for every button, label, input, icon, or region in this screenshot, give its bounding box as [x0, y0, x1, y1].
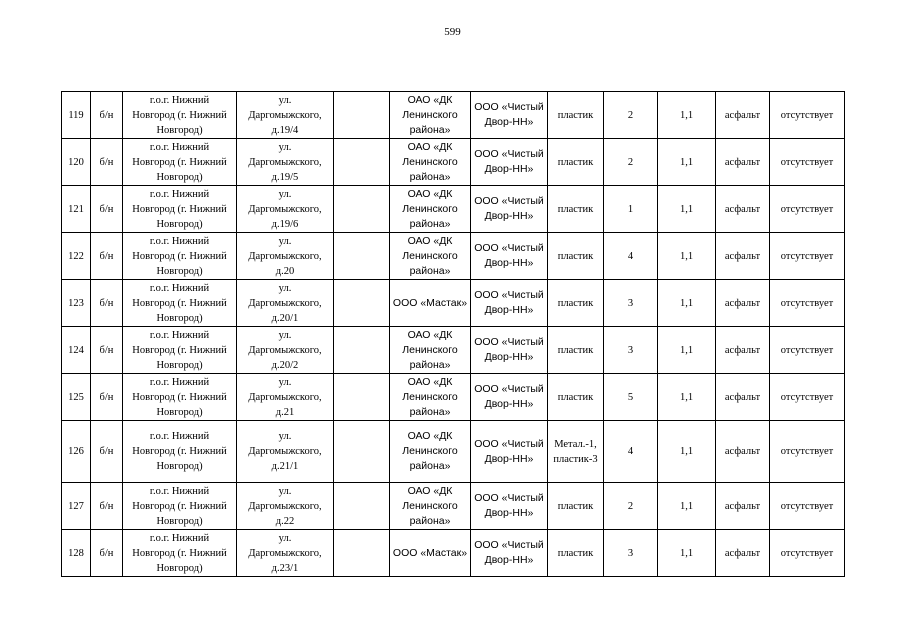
table-row [62, 92, 845, 139]
cell-street-address-line: д.20/2 [271, 359, 299, 371]
cell-operator-line: ООО «Чистый [474, 437, 544, 450]
cell-fence: отсутствует [770, 233, 845, 280]
cell-settlement-line: Новгород (г. Нижний [132, 109, 227, 121]
cell-operator-line: ООО «Чистый [474, 148, 544, 160]
cell-balance-holder [390, 421, 471, 483]
cell-mark: б/н [91, 374, 123, 421]
cell-fence: отсутствует [770, 421, 845, 483]
cell-street-address-line: Даргомыжского, [248, 344, 322, 356]
cell-settlement-line: г.о.г. Нижний [149, 431, 210, 442]
cell-row-number: 123 [62, 280, 91, 327]
cell-operator [471, 374, 548, 421]
cell-balance-holder-line: района» [409, 514, 451, 527]
cell-settlement [123, 421, 237, 483]
cell-fence: отсутствует [770, 186, 845, 233]
cell-row-number: 124 [62, 327, 91, 374]
table-row [62, 186, 845, 233]
cell-balance-holder-line: района» [409, 405, 451, 418]
cell-balance-holder [390, 233, 471, 280]
table-row [62, 139, 845, 186]
cell-operator-line: ООО «Чистый [474, 539, 544, 551]
cell-fence: отсутствует [770, 92, 845, 139]
cell-container-volume: 1,1 [658, 327, 716, 374]
cell-balance-holder-line: ООО «Мастак» [392, 296, 468, 309]
cell-settlement [123, 374, 237, 421]
cell-operator-line: Двор-НН» [484, 163, 534, 175]
cell-balance-holder-line: ООО «Мастак» [392, 546, 468, 559]
cell-container-material [548, 374, 604, 421]
table-row [62, 233, 845, 280]
cell-street-address-line: ул. [278, 532, 292, 544]
cell-container-count: 4 [604, 421, 658, 483]
cell-operator-line: ООО «Чистый [474, 242, 544, 254]
cell-mark: б/н [91, 280, 123, 327]
cell-street-address-line: ул. [278, 188, 292, 200]
cell-balance-holder-line: Ленинского [402, 499, 458, 512]
cell-settlement [123, 233, 237, 280]
cell-balance-holder-line: ОАО «ДК [407, 430, 453, 442]
cell-balance-holder-line: района» [409, 264, 451, 277]
cell-street-address-line: ул. [278, 94, 292, 106]
cell-container-volume: 1,1 [658, 483, 716, 530]
cell-settlement-line: Новгород) [156, 265, 203, 277]
container-sites-table [61, 91, 845, 577]
cell-street-address-line: д.20 [275, 265, 295, 277]
cell-street-address-line: Даргомыжского, [248, 500, 322, 512]
cell-settlement-line: Новгород) [156, 562, 203, 574]
cell-settlement-line: Новгород) [156, 171, 203, 183]
cell-settlement [123, 483, 237, 530]
cell-operator-line: Двор-НН» [484, 507, 534, 519]
cell-street-address [237, 483, 334, 530]
cell-street-address-line: ул. [278, 282, 292, 294]
cell-balance-holder-line: Ленинского [402, 445, 458, 457]
cell-street-address-line: ул. [278, 329, 292, 341]
cell-settlement [123, 139, 237, 186]
cell-empty [334, 92, 390, 139]
cell-empty [334, 327, 390, 374]
cell-street-address-line: д.19/5 [271, 171, 299, 183]
cell-operator-line: Двор-НН» [484, 452, 534, 465]
cell-settlement-line: Новгород (г. Нижний [132, 344, 227, 356]
cell-operator [471, 530, 548, 577]
cell-street-address [237, 421, 334, 483]
cell-container-material-line: Метал.-1, [554, 438, 597, 450]
cell-surface-type: асфальт [716, 483, 770, 530]
cell-street-address-line: Даргомыжского, [248, 547, 322, 559]
cell-street-address-line: Даргомыжского, [248, 297, 322, 309]
cell-balance-holder-line: ОАО «ДК [407, 484, 453, 497]
cell-settlement-line: г.о.г. Нижний [149, 235, 210, 247]
cell-surface-type: асфальт [716, 92, 770, 139]
cell-operator [471, 280, 548, 327]
cell-container-material [548, 530, 604, 577]
cell-operator [471, 92, 548, 139]
cell-operator-line: ООО «Чистый [474, 289, 544, 301]
cell-settlement-line: Новгород (г. Нижний [132, 250, 227, 262]
cell-fence: отсутствует [770, 327, 845, 374]
cell-street-address-line: д.21 [275, 406, 295, 418]
cell-operator-line: ООО «Чистый [474, 101, 544, 113]
cell-settlement-line: Новгород) [156, 461, 203, 472]
cell-settlement-line: Новгород) [156, 406, 203, 418]
cell-operator-line: ООО «Чистый [474, 383, 544, 395]
cell-empty [334, 483, 390, 530]
cell-container-material [548, 280, 604, 327]
cell-row-number: 120 [62, 139, 91, 186]
cell-surface-type: асфальт [716, 280, 770, 327]
cell-container-material-line: пластик [557, 109, 594, 121]
cell-surface-type: асфальт [716, 327, 770, 374]
cell-balance-holder-line: Ленинского [402, 155, 458, 168]
cell-container-count: 4 [604, 233, 658, 280]
cell-balance-holder-line: ОАО «ДК [407, 234, 453, 247]
table-row [62, 327, 845, 374]
cell-balance-holder-line: ОАО «ДК [407, 328, 453, 341]
cell-balance-holder [390, 374, 471, 421]
cell-settlement-line: г.о.г. Нижний [149, 94, 210, 106]
cell-surface-type: асфальт [716, 139, 770, 186]
cell-surface-type: асфальт [716, 530, 770, 577]
cell-settlement-line: Новгород (г. Нижний [132, 297, 227, 309]
cell-settlement-line: г.о.г. Нижний [149, 532, 210, 544]
cell-operator-line: Двор-НН» [484, 351, 534, 363]
cell-street-address-line: д.20/1 [271, 312, 299, 324]
cell-settlement-line: Новгород) [156, 359, 203, 371]
cell-mark: б/н [91, 327, 123, 374]
cell-surface-type: асфальт [716, 233, 770, 280]
cell-operator [471, 233, 548, 280]
cell-street-address-line: Даргомыжского, [248, 156, 322, 168]
cell-container-material [548, 139, 604, 186]
cell-balance-holder [390, 139, 471, 186]
cell-settlement-line: Новгород (г. Нижний [132, 203, 227, 215]
cell-container-material [548, 327, 604, 374]
cell-street-address-line: ул. [278, 376, 292, 388]
cell-settlement [123, 92, 237, 139]
cell-operator [471, 421, 548, 483]
cell-container-material-line: пластик [557, 203, 594, 215]
cell-row-number: 127 [62, 483, 91, 530]
cell-street-address [237, 374, 334, 421]
table-row [62, 374, 845, 421]
cell-surface-type: асфальт [716, 186, 770, 233]
cell-settlement [123, 327, 237, 374]
cell-container-material-line: пластик-3 [553, 453, 598, 465]
cell-street-address [237, 530, 334, 577]
cell-row-number: 121 [62, 186, 91, 233]
cell-mark: б/н [91, 483, 123, 530]
cell-street-address [237, 280, 334, 327]
cell-empty [334, 280, 390, 327]
cell-container-material [548, 186, 604, 233]
cell-balance-holder-line: района» [409, 123, 451, 136]
table-row [62, 530, 845, 577]
cell-empty [334, 530, 390, 577]
cell-container-material [548, 421, 604, 483]
cell-fence: отсутствует [770, 530, 845, 577]
table-row [62, 280, 845, 327]
cell-operator-line: ООО «Чистый [474, 492, 544, 504]
cell-container-material-line: пластик [557, 156, 594, 168]
cell-street-address-line: д.22 [275, 515, 295, 527]
cell-container-count: 5 [604, 374, 658, 421]
cell-container-count: 2 [604, 483, 658, 530]
cell-container-count: 3 [604, 327, 658, 374]
cell-mark: б/н [91, 421, 123, 483]
cell-container-material-line: пластик [557, 500, 594, 512]
cell-row-number: 126 [62, 421, 91, 483]
cell-balance-holder [390, 92, 471, 139]
cell-street-address-line: Даргомыжского, [248, 250, 322, 262]
cell-street-address [237, 327, 334, 374]
cell-balance-holder-line: района» [409, 170, 451, 183]
cell-mark: б/н [91, 92, 123, 139]
cell-balance-holder-line: Ленинского [402, 202, 458, 215]
cell-balance-holder [390, 186, 471, 233]
cell-empty [334, 186, 390, 233]
cell-operator-line: Двор-НН» [484, 257, 534, 269]
cell-container-volume: 1,1 [658, 421, 716, 483]
cell-container-material [548, 233, 604, 280]
cell-street-address-line: д.23/1 [271, 562, 299, 574]
cell-settlement-line: Новгород (г. Нижний [132, 391, 227, 403]
cell-balance-holder [390, 280, 471, 327]
cell-street-address-line: Даргомыжского, [248, 203, 322, 215]
cell-operator-line: ООО «Чистый [474, 336, 544, 348]
cell-street-address-line: д.19/6 [271, 218, 299, 230]
cell-empty [334, 233, 390, 280]
cell-balance-holder-line: ОАО «ДК [407, 187, 453, 200]
cell-settlement-line: г.о.г. Нижний [149, 376, 210, 388]
cell-container-count: 2 [604, 92, 658, 139]
cell-operator-line: Двор-НН» [484, 116, 534, 128]
cell-street-address [237, 233, 334, 280]
cell-container-volume: 1,1 [658, 92, 716, 139]
cell-street-address-line: ул. [278, 431, 292, 442]
cell-balance-holder-line: Ленинского [402, 390, 458, 403]
cell-street-address [237, 139, 334, 186]
cell-row-number: 128 [62, 530, 91, 577]
cell-balance-holder-line: ОАО «ДК [407, 375, 453, 388]
cell-operator-line: ООО «Чистый [474, 195, 544, 207]
cell-container-material-line: пластик [557, 344, 594, 356]
cell-settlement-line: Новгород) [156, 515, 203, 527]
cell-settlement-line: Новгород) [156, 312, 203, 324]
cell-operator [471, 327, 548, 374]
cell-settlement [123, 280, 237, 327]
cell-container-count: 3 [604, 280, 658, 327]
cell-balance-holder-line: ОАО «ДК [407, 140, 453, 153]
cell-street-address-line: Даргомыжского, [248, 391, 322, 403]
cell-settlement-line: г.о.г. Нижний [149, 188, 210, 200]
cell-container-material-line: пластик [557, 250, 594, 262]
cell-empty [334, 139, 390, 186]
cell-operator-line: Двор-НН» [484, 210, 534, 222]
page-number: 599 [444, 26, 461, 38]
cell-mark: б/н [91, 530, 123, 577]
cell-container-volume: 1,1 [658, 374, 716, 421]
cell-settlement-line: Новгород (г. Нижний [132, 500, 227, 512]
cell-balance-holder [390, 327, 471, 374]
cell-settlement-line: г.о.г. Нижний [149, 329, 210, 341]
cell-container-count: 1 [604, 186, 658, 233]
cell-row-number: 119 [62, 92, 91, 139]
cell-settlement-line: Новгород) [156, 218, 203, 230]
table-row [62, 421, 845, 483]
cell-balance-holder-line: района» [409, 358, 451, 371]
cell-operator-line: Двор-НН» [484, 398, 534, 410]
cell-container-count: 3 [604, 530, 658, 577]
cell-street-address-line: д.21/1 [271, 461, 299, 472]
cell-row-number: 125 [62, 374, 91, 421]
cell-balance-holder-line: района» [409, 217, 451, 230]
cell-container-material-line: пластик [557, 547, 594, 559]
cell-container-volume: 1,1 [658, 233, 716, 280]
cell-balance-holder-line: Ленинского [402, 343, 458, 356]
cell-mark: б/н [91, 139, 123, 186]
cell-street-address-line: ул. [278, 235, 292, 247]
cell-operator-line: Двор-НН» [484, 304, 534, 316]
cell-row-number: 122 [62, 233, 91, 280]
cell-balance-holder-line: района» [409, 460, 451, 472]
cell-empty [334, 421, 390, 483]
cell-container-material-line: пластик [557, 391, 594, 403]
cell-street-address [237, 186, 334, 233]
table-row [62, 483, 845, 530]
cell-fence: отсутствует [770, 139, 845, 186]
cell-container-material [548, 92, 604, 139]
cell-settlement-line: Новгород (г. Нижний [132, 446, 227, 457]
cell-balance-holder-line: Ленинского [402, 249, 458, 262]
cell-container-volume: 1,1 [658, 186, 716, 233]
cell-street-address [237, 92, 334, 139]
cell-balance-holder-line: Ленинского [402, 108, 458, 121]
cell-fence: отсутствует [770, 374, 845, 421]
cell-street-address-line: ул. [278, 141, 292, 153]
cell-surface-type: асфальт [716, 421, 770, 483]
cell-operator [471, 483, 548, 530]
cell-balance-holder [390, 530, 471, 577]
cell-empty [334, 374, 390, 421]
cell-settlement-line: г.о.г. Нижний [149, 282, 210, 294]
cell-balance-holder-line: ОАО «ДК [407, 93, 453, 106]
cell-street-address-line: д.19/4 [271, 124, 299, 136]
cell-container-material-line: пластик [557, 297, 594, 309]
cell-mark: б/н [91, 233, 123, 280]
cell-street-address-line: ул. [278, 485, 292, 497]
cell-street-address-line: Даргомыжского, [248, 109, 322, 121]
cell-container-volume: 1,1 [658, 530, 716, 577]
cell-operator [471, 139, 548, 186]
cell-container-volume: 1,1 [658, 139, 716, 186]
cell-operator [471, 186, 548, 233]
cell-settlement-line: Новгород (г. Нижний [132, 156, 227, 168]
cell-street-address-line: Даргомыжского, [248, 446, 322, 457]
cell-fence: отсутствует [770, 483, 845, 530]
cell-settlement-line: Новгород (г. Нижний [132, 547, 227, 559]
cell-settlement-line: г.о.г. Нижний [149, 485, 210, 497]
cell-operator-line: Двор-НН» [484, 554, 534, 566]
cell-balance-holder [390, 483, 471, 530]
cell-container-count: 2 [604, 139, 658, 186]
cell-settlement [123, 530, 237, 577]
cell-fence: отсутствует [770, 280, 845, 327]
cell-mark: б/н [91, 186, 123, 233]
cell-container-volume: 1,1 [658, 280, 716, 327]
cell-surface-type: асфальт [716, 374, 770, 421]
cell-settlement-line: Новгород) [156, 124, 203, 136]
cell-container-material [548, 483, 604, 530]
cell-settlement [123, 186, 237, 233]
cell-settlement-line: г.о.г. Нижний [149, 141, 210, 153]
